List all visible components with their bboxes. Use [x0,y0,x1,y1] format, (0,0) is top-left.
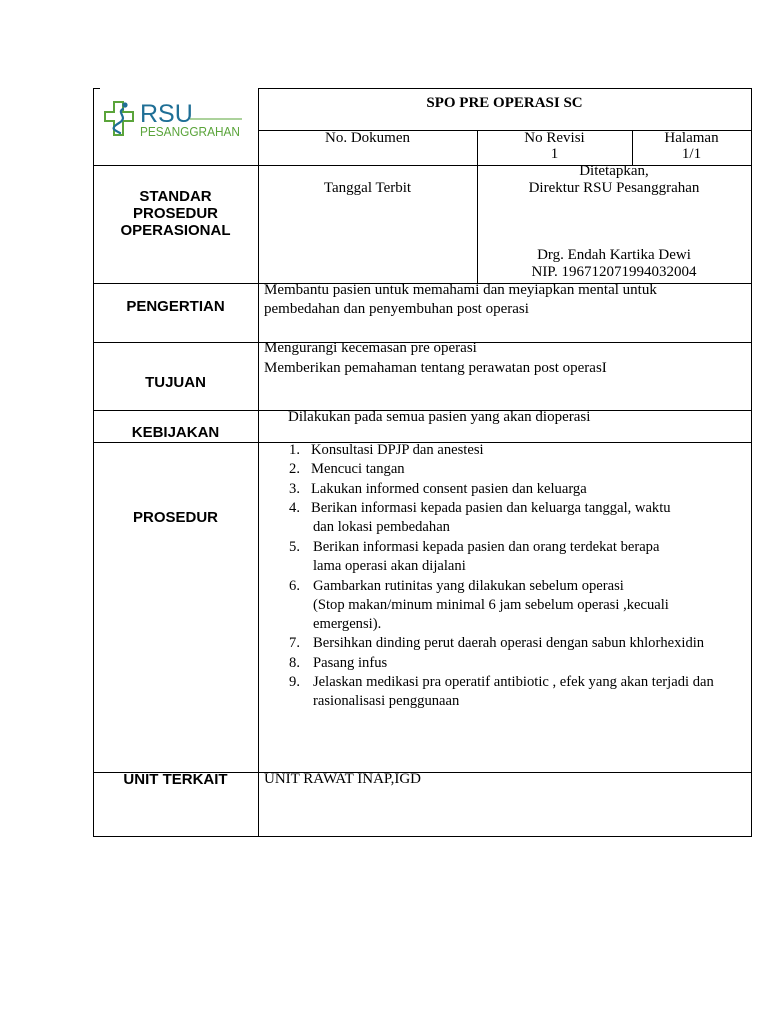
step-text-line: rasionalisasi penggunaan [313,693,460,709]
logo-name: RSU [140,100,193,128]
approval-nip: NIP. 196712071994032004 [531,264,697,280]
step-text-line: lama operasi akan dijalani [313,558,466,574]
step-number: 4. [289,500,300,516]
page-value: 1/1 [681,146,702,162]
section-label-pengertian: PENGERTIAN [126,298,225,315]
table-rule [751,88,752,837]
sop-label-line: OPERASIONAL [120,222,231,239]
table-rule [93,88,100,89]
approval-position: Direktur RSU Pesanggrahan [528,180,700,196]
step-text-line: Gambarkan rutinitas yang dilakukan sebelum operasi [313,578,624,594]
table-rule [258,88,752,89]
page-label: Halaman [664,130,719,146]
step-text-line: Mencuci tangan [311,461,405,477]
tujuan-text-line: Mengurangi kecemasan pre operasi [264,340,477,356]
step-text-line: Jelaskan medikasi pra operatif antibiotic , efek yang akan terjadi dan [313,674,714,690]
section-label-prosedur: PROSEDUR [132,509,218,526]
doc-number-label: No. Dokumen [325,130,410,146]
step-number: 1. [289,442,300,458]
hospital-cross-icon [105,102,133,135]
document-title: SPO PRE OPERASI SC [426,95,583,111]
table-rule [93,836,752,837]
step-number: 7. [289,635,300,651]
section-label-unit-terkait: UNIT TERKAIT [123,771,228,788]
step-text-line: Pasang infus [313,655,388,671]
step-text-line: Lakukan informed consent pasien dan keluarga [311,481,587,497]
revision-value: 1 [550,146,559,162]
logo [104,97,246,141]
kebijakan-text-line: Dilakukan pada semua pasien yang akan dioperasi [288,409,591,425]
section-label-kebijakan: KEBIJAKAN [131,424,220,441]
section-label-tujuan: TUJUAN [145,374,206,391]
step-number: 6. [289,578,300,594]
step-text-line: Konsultasi DPJP dan anestesi [311,442,484,458]
step-text-line: Berikan informasi kepada pasien dan orang terdekat berapa [313,539,660,555]
step-number: 2. [289,461,300,477]
sop-label-line: PROSEDUR [132,205,218,222]
step-text-line: (Stop makan/minum minimal 6 jam sebelum operasi ,kecuali [313,597,669,613]
logo-subtitle: PESANGGRAHAN [140,125,240,139]
approval-stated: Ditetapkan, [579,163,649,179]
step-number: 8. [289,655,300,671]
revision-label: No Revisi [524,130,585,146]
step-number: 9. [289,674,300,690]
step-number: 3. [289,481,300,497]
step-number: 5. [289,539,300,555]
approval-name: Drg. Endah Kartika Dewi [537,247,691,263]
pengertian-text-line: Membantu pasien untuk memahami dan meyiapkan mental untuk [264,282,657,298]
step-text-line: Berikan informasi kepada pasien dan keluarga tanggal, waktu [311,500,671,516]
step-text-line: Bersihkan dinding perut daerah operasi dengan sabun khlorhexidin [313,635,705,651]
unit-terkait-text-line: UNIT RAWAT INAP,IGD [264,771,421,787]
pengertian-text-line: pembedahan dan penyembuhan post operasi [264,301,529,317]
issue-date-label: Tanggal Terbit [323,180,412,196]
step-text-line: dan lokasi pembedahan [313,519,450,535]
step-text-line: emergensi). [313,616,382,632]
tujuan-text-line: Memberikan pemahaman tentang perawatan post operasI [264,360,607,376]
sop-label-line: STANDAR [139,188,212,205]
table-rule [258,88,259,837]
